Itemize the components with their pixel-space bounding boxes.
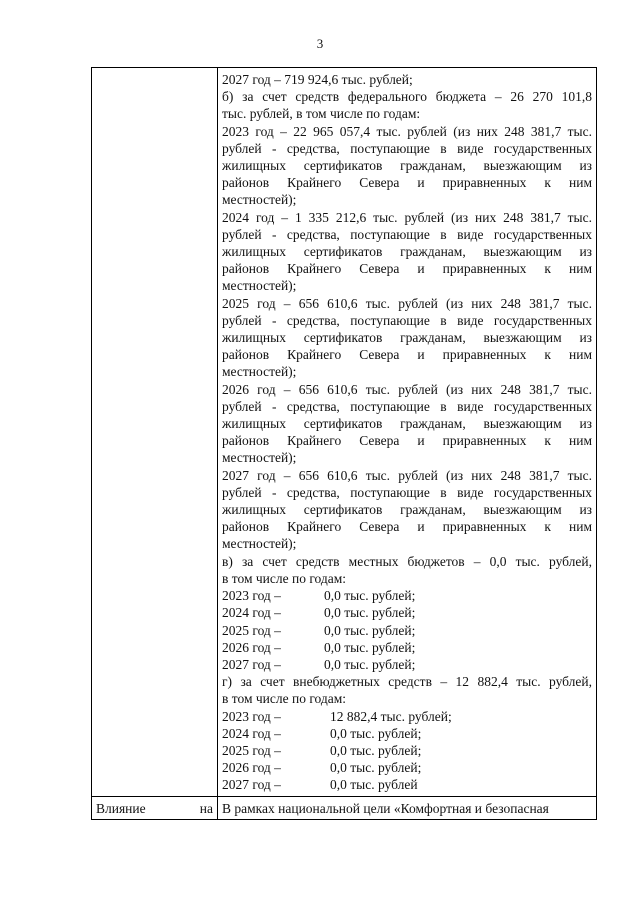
year-line (222, 622, 592, 639)
year-amount: 0,0 тыс. рублей; (324, 639, 416, 655)
year-label: 2027 год – (222, 656, 281, 672)
year-line (222, 639, 592, 656)
text-line: 2023 год – 22 965 057,4 тыс. рублей (из них 248 381,7 тыс. (222, 123, 592, 139)
text-line: районов Крайнего Севера и приравненных к ним (222, 347, 592, 363)
text-line: местностей); (222, 278, 297, 294)
year-line (222, 759, 592, 776)
text-line: тыс. рублей, в том числе по годам: (222, 106, 421, 122)
extrabudget-years (222, 708, 592, 794)
impact-label-cell (92, 796, 218, 819)
text-line: жилищных сертификатов гражданам, выезжающим из (222, 416, 592, 432)
year-label: 2023 год – (222, 588, 281, 604)
impact-text-cell (218, 796, 597, 819)
year-label: 2025 год – (222, 622, 281, 638)
year-amount: 0,0 тыс. рублей; (330, 742, 422, 758)
year-amount: 0,0 тыс. рублей; (324, 622, 416, 638)
text-line: 2027 год – 656 610,6 тыс. рублей (из них 248 381,7 тыс. (222, 467, 592, 483)
text-line: рублей - средства, поступающие в виде государственных (222, 484, 592, 500)
year-label: 2024 год – (222, 725, 281, 741)
text-line: 2024 год – 1 335 212,6 тыс. рублей (из них 248 381,7 тыс. (222, 209, 592, 225)
impact-label-word2: на (199, 800, 213, 816)
year-line (222, 656, 592, 673)
text-line: рублей - средства, поступающие в виде государственных (222, 226, 592, 242)
year-amount: 0,0 тыс. рублей; (330, 725, 422, 741)
text-line: районов Крайнего Севера и приравненных к ним (222, 261, 592, 277)
year-amount: 0,0 тыс. рублей; (324, 588, 416, 604)
label-cell-empty (92, 68, 218, 797)
text-line: районов Крайнего Севера и приравненных к ним (222, 519, 592, 535)
text-line: жилищных сертификатов гражданам, выезжающим из (222, 330, 592, 346)
text-line: районов Крайнего Севера и приравненных к ним (222, 175, 592, 191)
impact-text: В рамках национальной цели «Комфортная и безопасная (222, 800, 549, 816)
year-label: 2027 год – (222, 777, 281, 793)
text-line: 2025 год – 656 610,6 тыс. рублей (из них 248 381,7 тыс. (222, 295, 592, 311)
year-line (222, 708, 592, 725)
funding-row (92, 68, 597, 797)
text-line: рублей - средства, поступающие в виде государственных (222, 312, 592, 328)
text-line: 2026 год – 656 610,6 тыс. рублей (из них 248 381,7 тыс. (222, 381, 592, 397)
text-line: местностей); (222, 364, 297, 380)
program-table (91, 67, 597, 820)
year-amount: 0,0 тыс. рублей; (324, 605, 416, 621)
text-line: в том числе по годам: (222, 570, 347, 586)
local-budget-years (222, 587, 592, 673)
year-line (222, 587, 592, 604)
text-line: жилищных сертификатов гражданам, выезжающим из (222, 244, 592, 260)
text-line: районов Крайнего Севера и приравненных к ним (222, 433, 592, 449)
text-line: местностей); (222, 536, 297, 552)
year-label: 2026 год – (222, 639, 281, 655)
year-line (222, 776, 592, 793)
page-number: 3 (316, 36, 324, 51)
text-line: рублей - средства, поступающие в виде государственных (222, 140, 592, 156)
year-amount: 12 882,4 тыс. рублей; (330, 708, 452, 724)
text-line: в том числе по годам: (222, 691, 347, 707)
impact-row (92, 796, 597, 819)
year-line (222, 604, 592, 621)
year-label: 2026 год – (222, 760, 281, 776)
text-line: 2027 год – 719 924,6 тыс. рублей; (222, 72, 413, 87)
year-amount: 0,0 тыс. рублей; (330, 760, 422, 776)
year-amount: 0,0 тыс. рублей (330, 777, 418, 793)
text-line: в) за счет средств местных бюджетов – 0,0 тыс. рублей, (222, 553, 592, 569)
year-label: 2025 год – (222, 742, 281, 758)
text-line: г) за счет внебюджетных средств – 12 882,4 тыс. рублей, (222, 674, 592, 690)
text-line: местностей); (222, 192, 297, 208)
impact-label-word1: Влияние (96, 800, 146, 816)
extrabudget-lines (222, 673, 592, 707)
year-line (222, 725, 592, 742)
funding-lines (222, 71, 592, 587)
text-line: жилищных сертификатов гражданам, выезжающим из (222, 158, 592, 174)
funding-text-cell (218, 68, 597, 797)
year-label: 2023 год – (222, 708, 281, 724)
year-amount: 0,0 тыс. рублей; (324, 656, 416, 672)
text-line: жилищных сертификатов гражданам, выезжающим из (222, 502, 592, 518)
text-line: б) за счет средств федерального бюджета – 26 270 101,8 (222, 89, 592, 105)
year-label: 2024 год – (222, 605, 281, 621)
year-line (222, 742, 592, 759)
text-line: рублей - средства, поступающие в виде государственных (222, 398, 592, 414)
text-line: местностей); (222, 450, 297, 466)
